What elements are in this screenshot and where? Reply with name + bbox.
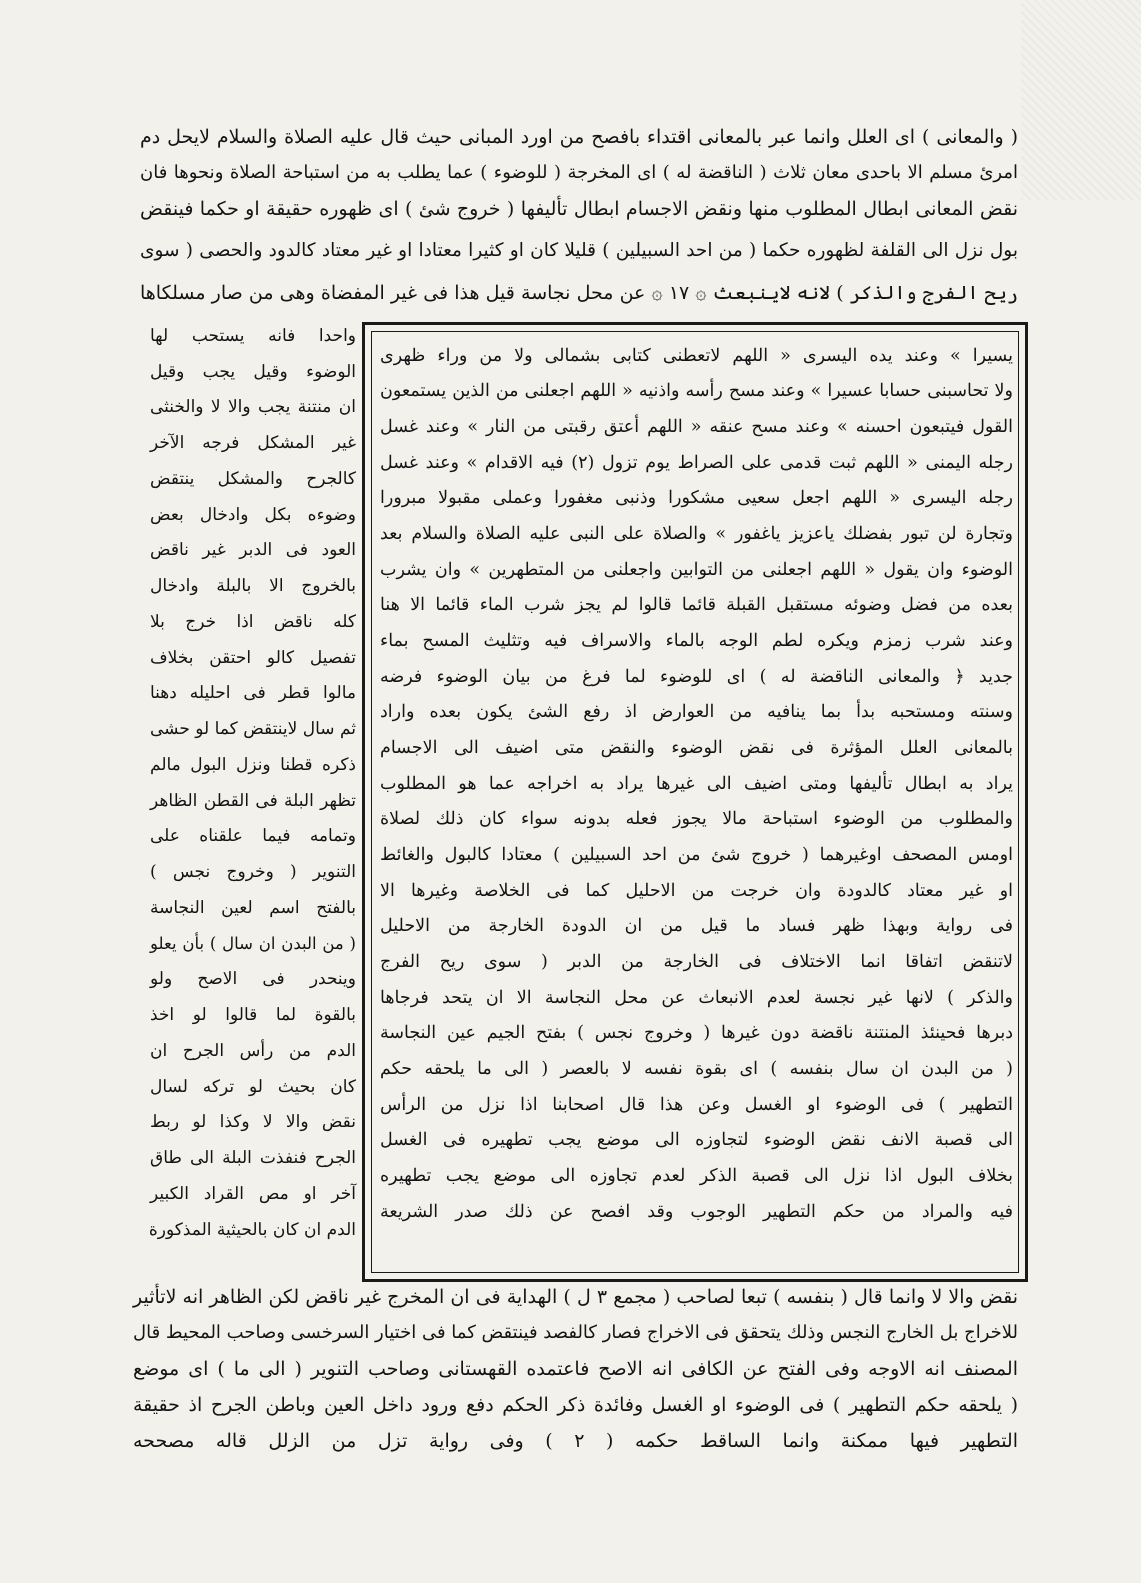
text-line: امرئ مسلم الا باحدى معان ثلاث ( الناقضة له ) اى المخرجة ( للوضوء ) عما يطلب به من استباحة الصلاة ونحوها فان	[140, 162, 1018, 183]
text-line: ( من البدن ان سال ) بأن يعلو	[150, 934, 356, 953]
text-line: ( من البدن ان سال بنفسه ) اى بقوة نفسه لا بالعصر ( الى ما يلحقه حكم	[380, 1059, 1013, 1079]
text-line: بعده من فضل وضوئه مستقبل القبلة قائما قالوا لم يجز شرب الماء قائما الا هنا	[380, 595, 1013, 615]
text-line: وتجارة لن تبور بفضلك ياعزيز ياغفور » والصلاة على النبى عليه الصلاة والسلام بعد	[380, 524, 1013, 544]
text-line: رجله اليمنى « اللهم ثبت قدمى على الصراط يوم تزول (٢) فيه الاقدام » وعند غسل	[380, 453, 1013, 473]
text-line: او غير معتاد كالدودة وان خرجت من الاحليل كما فى الخلاصة وغيرها الا	[380, 881, 1013, 901]
text-line: بالفتح اسم لعين النجاسة	[150, 898, 356, 918]
text-line: بخلاف البول اذا نزل الى قصبة الذكر لعدم تجاوزه الى موضع يجب تطهيره	[380, 1166, 1013, 1186]
text-line: فيه والمراد من حكم التطهير الوجوب وقد افصح عن ذلك صدر الشريعة	[380, 1202, 1013, 1222]
text-line: ولا تحاسبنى حسابا عسيرا » وعند مسح رأسه واذنيه « اللهم اجعلنى من الذين يستمعون	[380, 381, 1013, 401]
text-line: ان منتنة يجب والا لا والخنثى	[150, 397, 356, 417]
text-line: مالوا قطر فى احليله دهنا	[150, 683, 356, 703]
text-line: ثم سال لاينتقض كما لو حشى	[150, 719, 356, 739]
text-line: والمطلوب من الوضوء استباحة مالا يجوز فعله بدونه سواء كان ذلك لصلاة	[380, 809, 1013, 829]
text-line: لاتنقض اتفاقا انما الاختلاف فى الخارجة من الدبر ( سوى ريح الفرج	[380, 952, 1013, 972]
scan-noise	[1021, 0, 1141, 200]
text-line: فى رواية وبهذا ظهر فساد ما قيل من ان الدودة الخارجة من الاحليل	[380, 916, 1013, 936]
text-line: وينحدر فى الاصح ولو	[150, 969, 356, 989]
text-line: ( والمعانى ) اى العلل وانما عبر بالمعانى اقتداء بافصح من اورد المبانى حيث قال عليه الصلاة والسلام لايحل دم	[140, 126, 1018, 148]
text-line: كله ناقض اذا خرج بلا	[150, 612, 356, 632]
text-line: كان بحيث لو تركه لسال	[150, 1077, 356, 1097]
text-line: يراد به ابطال تأليفها ومتى اضيف الى غيرها يراد به اخراجه عما هو المطلوب	[380, 774, 1013, 794]
text-line: غير المشكل فرجه الآخر	[150, 433, 356, 453]
text-line: واحدا فانه يستحب لها	[150, 326, 356, 346]
text-line: وضوءه بكل وادخال بعض	[150, 505, 356, 525]
text-line: تفصيل كالو احتقن بخلاف	[150, 648, 356, 668]
text-line: نقض والا لا وانما قال ( بنفسه ) تبعا لصاحب ( مجمع ٣ ل ) الهداية فى ان المخرج غير ناقض لكن الظاهر انه لاتأثير	[133, 1286, 1018, 1308]
text-line: الدم من رأس الجرح ان	[150, 1041, 356, 1061]
text-line: ( يلحقه حكم التطهير ) فى الوضوء او الغسل وفائدة ذكر الحكم دفع ورود داخل العين وباطن الجرح اذ حقيقة	[133, 1394, 1018, 1416]
text-line: كالجرح والمشكل ينتقض	[150, 469, 356, 489]
text-line: وعند شرب زمزم ويكره لطم الوجه بالماء والاسراف فيه وتثليث المسح بماء	[380, 631, 1013, 651]
text-line: الوضوء وقيل يجب وقيل	[150, 362, 356, 382]
text-line: ذكره قطنا ونزل البول مالم	[150, 755, 356, 775]
text-line: ريح الفرج والذكر ) لانه لاينبعث ۞ ١٧ ۞ عن محل نجاسة قيل هذا فى غير المفضاة وهى من صار مسلكاها	[140, 282, 1019, 304]
text-line: الوضوء وان يقول « اللهم اجعلنى من التوابين واجعلنى من المتطهرين » وان يشرب	[380, 560, 1013, 580]
text-line: وسنته ومستحبه بدأ بما ينافيه من العوارض اذ رفع الشئ يكون بعده واراد	[380, 702, 1013, 722]
text-line: التنوير ( وخروج نجس )	[150, 862, 356, 882]
text-line: يسيرا » وعند يده اليسرى « اللهم لاتعطنى كتابى بشمالى ولا من وراء ظهرى	[380, 346, 1013, 366]
text-line: جديد ﴿ والمعانى الناقضة له ) اى للوضوء لما فرغ من بيان الوضوء فرضه	[380, 667, 1013, 687]
text-line: والذكر ) لانها غير نجسة لعدم الانبعاث عن محل النجاسة الا ان يتحد فرجاها	[380, 988, 1013, 1008]
text-line: للاخراج بل الخارج النجس وذلك يتحقق فى الاخراج فصار كالفصد فينتقض كما فى اختيار السرخسى وصاحب المحيط قال	[133, 1322, 1018, 1343]
text-line: الدم ان كان بالحيثية المذكورة	[148, 1220, 356, 1240]
text-line: رجله اليسرى « اللهم اجعل سعيى مشكورا وذنبى مغفورا وعملى مقبولا مبرورا	[380, 488, 1013, 508]
text-line: العود فى الدبر غير ناقض	[150, 540, 356, 560]
text-line: القول فيتبعون احسنه » وعند مسح عنقه « اللهم أعتق رقبتى من النار » وعند غسل	[380, 417, 1013, 437]
text-line: نقض المعانى ابطال المطلوب منها ونقض الاجسام ابطال تأليفها ( خروج شئ ) اى ظهوره حقيقة او حكما فينقض	[140, 198, 1018, 220]
text-line: الى قصبة الانف نقض الوضوء لتجاوزه الى موضع يجب تطهيره فى الغسل	[380, 1130, 1013, 1150]
text-line: الجرح فنفذت البلة الى طاق	[150, 1148, 356, 1168]
text-line: دبرها فحينئذ المنتنة ناقضة دون غيرها ( وخروج نجس ) بفتح الجيم عين النجاسة	[380, 1023, 1013, 1043]
text-line: اومس المصحف اوغيرهما ( خروج شئ من احد السبيلين ) معتادا كالبول والغائط	[380, 845, 1013, 865]
text-line: المصنف انه الاوجه وفى الفتح عن الكافى انه الاصح فاعتمده القهستانى وصاحب التنوير ( الى ما ) اى موضع	[133, 1358, 1018, 1380]
text-line: بالخروج الا بالبلة وادخال	[150, 576, 356, 596]
text-line: تظهر البلة فى القطن الظاهر	[150, 791, 356, 811]
text-line: بالمعانى العلل المؤثرة فى نقض الوضوء والنقض متى اضيف الى الاجسام	[380, 738, 1013, 758]
text-line: نقض والا لا وكذا لو ربط	[150, 1112, 356, 1132]
text-line: بالقوة لما قالوا لو اخذ	[150, 1005, 356, 1025]
text-line: آخر او مص القراد الكبير	[150, 1184, 356, 1204]
text-line: وتمامه فيما علقناه على	[150, 826, 356, 846]
text-line: بول نزل الى القلفة لظهوره حكما ( من احد السبيلين ) قليلا كان او كثيرا معتادا او غير معتاد كالدود والحصى ( سوى	[140, 240, 1018, 261]
text-line: التطهير فيها ممكنة وانما الساقط حكمه ( ٢ ) وفى رواية تزل من الزلل قاله مصححه	[133, 1430, 1018, 1452]
text-line: التطهير ) فى الوضوء او الغسل وعن هذا قال اصحابنا اذا نزل من الرأس	[380, 1095, 1013, 1115]
